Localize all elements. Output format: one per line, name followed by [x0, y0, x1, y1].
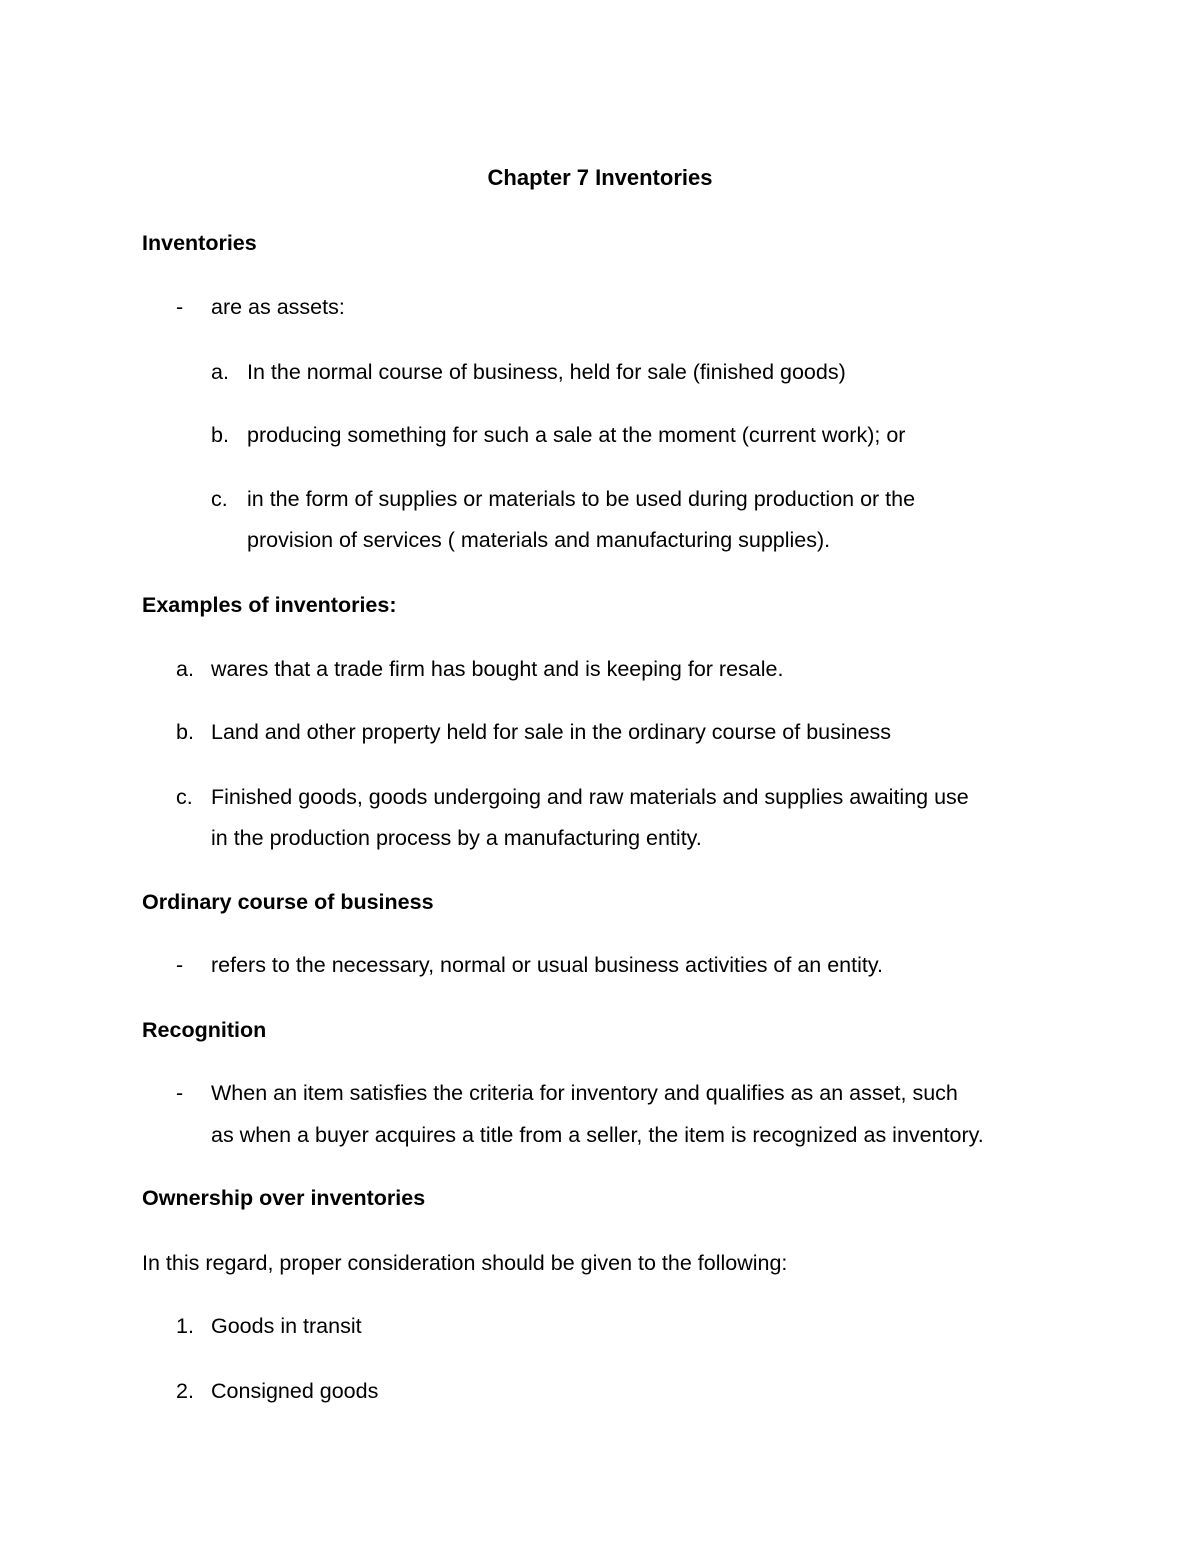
- page-title: Chapter 7 Inventories: [487, 165, 713, 190]
- list-item-text: in the form of supplies or materials to be used during production or the: [247, 487, 916, 511]
- recognition-text-continued: as when a buyer acquires a title from a seller, the item is recognized as inventory.: [211, 1123, 984, 1147]
- inventories-intro: are as assets:: [211, 295, 345, 319]
- ordinary-text: refers to the necessary, normal or usual business activities of an entity.: [211, 953, 883, 977]
- list-marker: 1.: [176, 1314, 194, 1338]
- list-marker: 2.: [176, 1379, 194, 1403]
- section-heading-examples: Examples of inventories:: [142, 593, 397, 617]
- list-item-text: In the normal course of business, held for sale (finished goods): [247, 360, 846, 384]
- list-marker: b.: [211, 423, 229, 447]
- list-marker: c.: [211, 487, 228, 511]
- ownership-intro: In this regard, proper consideration should be given to the following:: [142, 1251, 788, 1275]
- dash-bullet: -: [176, 295, 184, 319]
- list-item-text: Consigned goods: [211, 1379, 379, 1403]
- list-marker: c.: [176, 785, 193, 809]
- section-heading-ownership: Ownership over inventories: [142, 1186, 426, 1210]
- list-item-text: Finished goods, goods undergoing and raw materials and supplies awaiting use: [211, 785, 969, 809]
- list-marker: a.: [176, 657, 194, 681]
- list-item-text-continued: in the production process by a manufacturing entity.: [211, 826, 702, 850]
- dash-bullet: -: [176, 953, 184, 977]
- section-heading-ordinary: Ordinary course of business: [142, 890, 434, 914]
- list-item-text: wares that a trade firm has bought and is keeping for resale.: [211, 657, 784, 681]
- list-item-text: Goods in transit: [211, 1314, 362, 1338]
- section-heading-inventories: Inventories: [142, 231, 257, 255]
- list-marker: b.: [176, 720, 194, 744]
- recognition-text: When an item satisfies the criteria for inventory and qualifies as an asset, such: [211, 1081, 958, 1105]
- list-item-text: producing something for such a sale at the moment (current work); or: [247, 423, 906, 447]
- dash-bullet: -: [176, 1081, 184, 1105]
- section-heading-recognition: Recognition: [142, 1018, 267, 1042]
- list-item-text: Land and other property held for sale in the ordinary course of business: [211, 720, 892, 744]
- list-item-text-continued: provision of services ( materials and manufacturing supplies).: [247, 528, 831, 552]
- list-marker: a.: [211, 360, 229, 384]
